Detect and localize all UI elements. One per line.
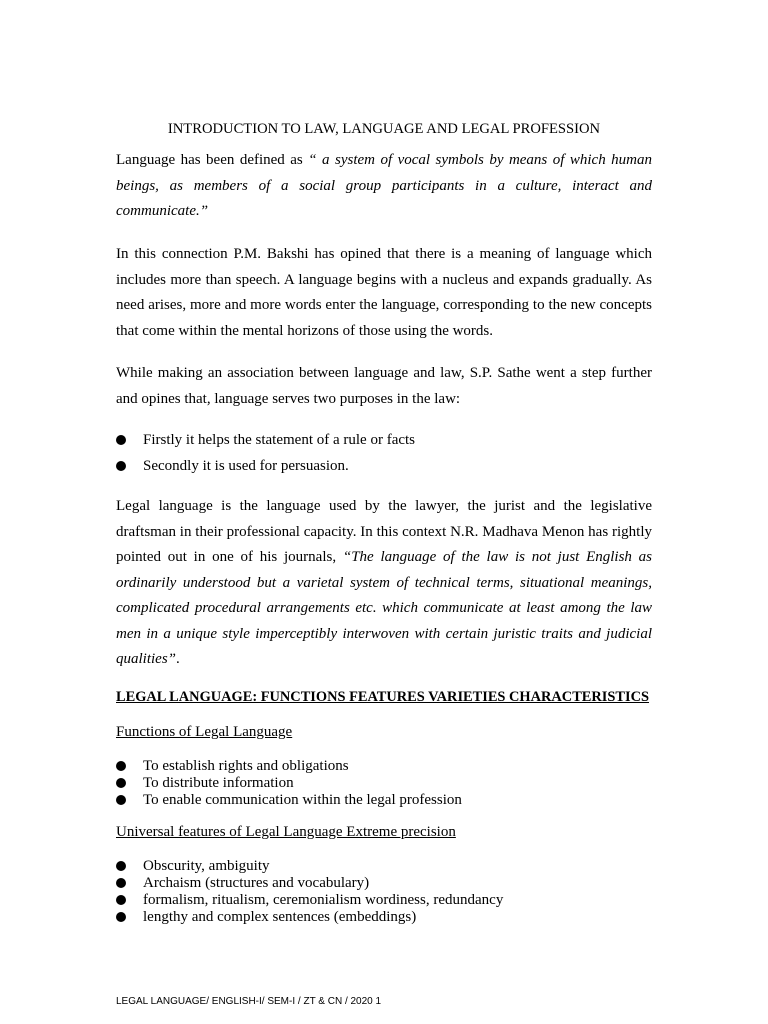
list-item [116, 874, 656, 892]
page-footer: LEGAL LANGUAGE/ ENGLISH-I/ SEM-I / ZT & CN / 2020 1 [116, 996, 382, 1007]
definition-quote: “ a system of vocal symbols by means of which human beings, as members of a social group participants in a culture, interact and communicate.” [116, 152, 652, 219]
paragraph-legal-language [116, 494, 652, 673]
list-item [116, 457, 656, 475]
paragraph-sathe: While making an association between language and law, S.P. Sathe went a step further and opines that, language serves two purposes in the law: [116, 365, 652, 407]
bullet-icon [116, 435, 126, 445]
list-item-text: To establish rights and obligations [143, 758, 349, 774]
list-item-text: formalism, ritualism, ceremonialism wordiness, redundancy [143, 892, 504, 908]
list-item-text: To distribute information [143, 775, 294, 791]
list-item [116, 891, 656, 909]
list-item [116, 791, 656, 809]
list-item [116, 857, 656, 875]
bullet-icon [116, 912, 126, 922]
list-item [116, 908, 656, 926]
menon-quote: “The language of the law is not just English as ordinarily understood but a varietal system of technical terms, situational meanings, complicated procedural arrangements etc. which communicate at least among the law men in a unique style imperceptibly interwoven with certain juristic traits and judicial qualities” [116, 549, 653, 667]
bullet-icon [116, 461, 126, 471]
bullet-icon [116, 761, 126, 771]
functions-subheading: Functions of Legal Language [116, 724, 293, 740]
paragraph-tail: . [176, 651, 180, 667]
bullet-icon [116, 895, 126, 905]
list-item [116, 774, 656, 792]
bullet-icon [116, 795, 126, 805]
list-item-text: Secondly it is used for persuasion. [143, 458, 349, 474]
list-item-text: lengthy and complex sentences (embeddings) [143, 909, 417, 925]
list-item-text: Firstly it helps the statement of a rule or facts [143, 432, 416, 448]
bullet-icon [116, 778, 126, 788]
paragraph-language-definition [116, 148, 652, 225]
list-item-text: To enable communication within the legal profession [143, 792, 462, 808]
list-item [116, 757, 656, 775]
bullet-icon [116, 861, 126, 871]
section-heading: LEGAL LANGUAGE: FUNCTIONS FEATURES VARIETIES CHARACTERISTICS [116, 689, 649, 705]
list-item [116, 431, 656, 449]
bullet-icon [116, 878, 126, 888]
paragraph-bakshi: In this connection P.M. Bakshi has opined that there is a meaning of language which includes more than speech. A language begins with a nucleus and expands gradually. As need arises, more and more words enter the language, corresponding to the new concepts that come within the mental horizons of those using the words. [116, 246, 652, 339]
paragraph-lead: Language has been defined as [116, 152, 309, 168]
page-title: INTRODUCTION TO LAW, LANGUAGE AND LEGAL PROFESSION [167, 121, 601, 137]
list-item-text: Archaism (structures and vocabulary) [143, 875, 370, 891]
features-subheading: Universal features of Legal Language Extreme precision [116, 824, 456, 840]
paragraph-lead: Legal language is the language used by the lawyer, the jurist and the legislative draftsman in their professional capacity. In this context N.R. Madhava Menon has rightly pointed out in one of his journals, [116, 498, 652, 565]
list-item-text: Obscurity, ambiguity [143, 858, 270, 874]
